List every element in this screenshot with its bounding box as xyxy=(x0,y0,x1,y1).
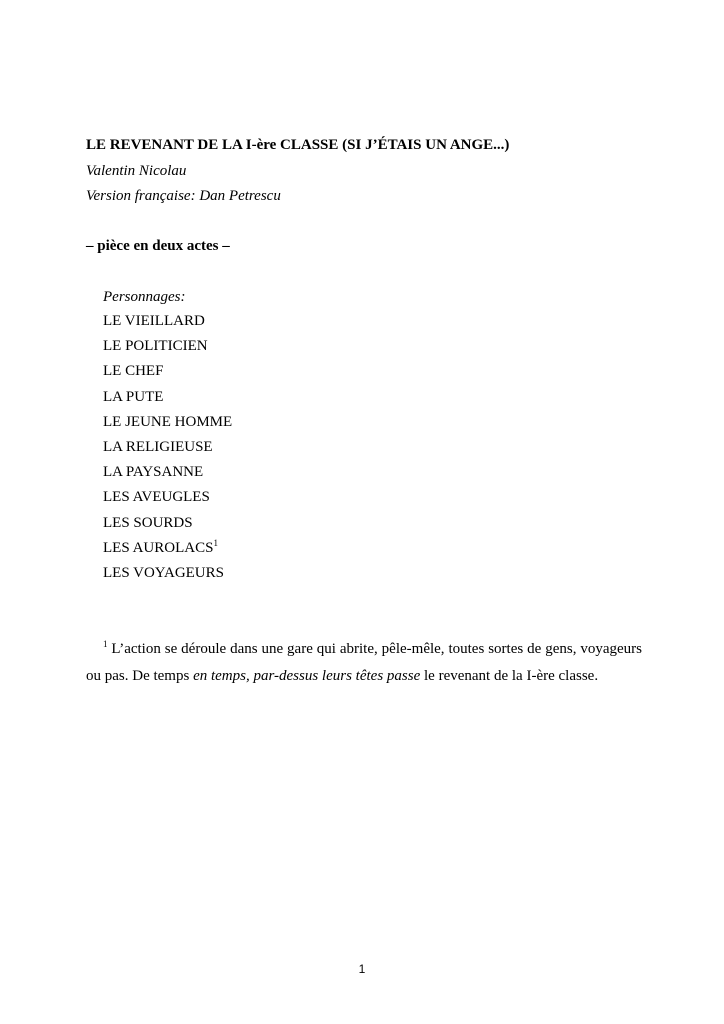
footnote-reference[interactable]: 1 xyxy=(213,537,218,548)
play-subtitle: – pièce en deux actes – xyxy=(86,238,230,254)
cast-member: LE JEUNE HOMME xyxy=(103,413,233,430)
cast-member-label: LES AUROLACS xyxy=(103,539,214,556)
cast-member: LA PAYSANNE xyxy=(103,464,204,481)
cast-member-aurolacs xyxy=(103,537,232,566)
cast-heading: Personnages: xyxy=(103,289,186,305)
cast-member: LE POLITICIEN xyxy=(103,338,208,355)
page-number: 1 xyxy=(358,962,366,976)
cast-list xyxy=(103,314,232,591)
cast-member: LES SOURDS xyxy=(103,514,193,531)
footnote-line-1 xyxy=(86,636,642,663)
play-title: LE REVENANT DE LA I-ère CLASSE (SI J’ÉTAIS UN ANGE...) xyxy=(86,137,510,153)
footnote-text-2b: le revenant de la I-ère classe. xyxy=(420,668,599,684)
cast-member: LA PUTE xyxy=(103,388,164,405)
footnote xyxy=(86,636,642,690)
footnote-text-2-italic: en temps, par-dessus leurs têtes passe xyxy=(193,668,421,684)
cast-member: LA RELIGIEUSE xyxy=(103,438,213,455)
cast-member: LE VIEILLARD xyxy=(103,313,205,329)
footnote-marker: 1 xyxy=(103,639,108,649)
cast-member: LES VOYAGEURS xyxy=(103,564,224,581)
translator-credit: Version française: Dan Petrescu xyxy=(86,188,281,204)
footnote-line-2 xyxy=(86,663,642,690)
cast-member: LES AVEUGLES xyxy=(103,489,210,506)
author-name: Valentin Nicolau xyxy=(86,163,187,179)
footnote-text-2a: ou pas. De temps xyxy=(86,668,194,684)
cast-member: LE CHEF xyxy=(103,363,164,380)
footnote-text-1: L’action se déroule dans une gare qui abrite, pêle-mêle, toutes sortes de gens, voyageurs xyxy=(111,641,643,657)
